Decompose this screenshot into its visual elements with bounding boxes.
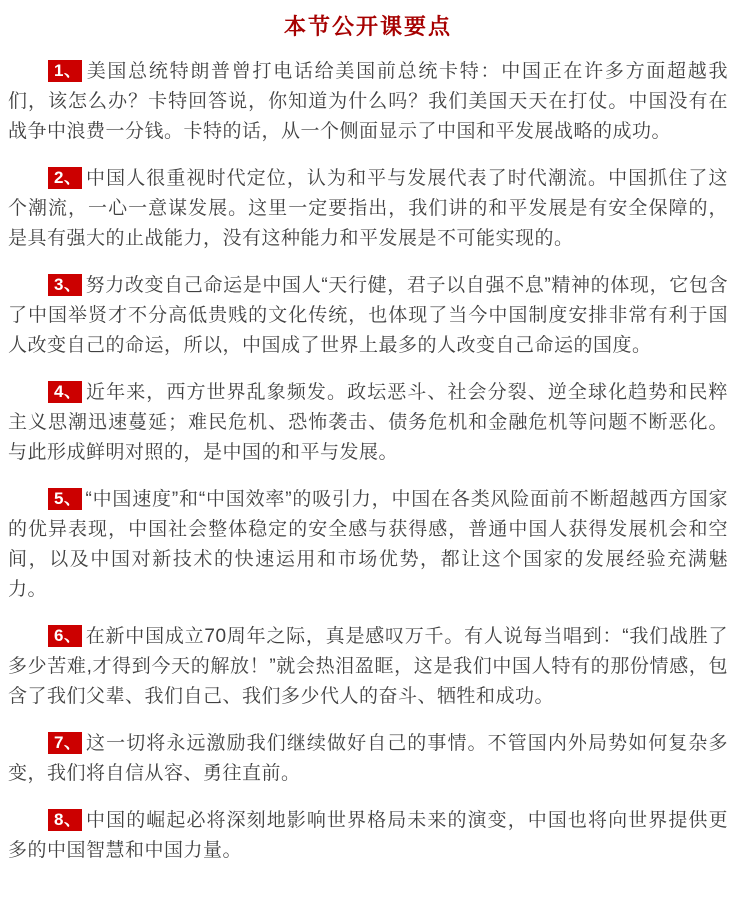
point-text: 中国的崛起必将深刻地影响世界格局未来的演变，中国也将向世界提供更多的中国智慧和中国力量。	[8, 810, 728, 861]
point-text: 美国总统特朗普曾打电话给美国前总统卡特：中国正在许多方面超越我们，该怎么办？卡特回答说，你知道为什么吗？我们美国天天在打仗。中国没有在战争中浪费一分钱。卡特的话，从一个侧面显示了中国和平发展战略的成功。	[8, 61, 728, 142]
point-number-badge: 8、	[48, 809, 82, 831]
point-item	[8, 622, 728, 712]
point-text: 在新中国成立70周年之际，真是感叹万千。有人说每当唱到：“我们战胜了多少苦难,才得到今天的解放！”就会热泪盈眶，这是我们中国人特有的那份情感，包含了我们父辈、我们自己、我们多少代人的奋斗、牺牲和成功。	[8, 626, 728, 707]
page-title: 本节公开课要点	[283, 14, 452, 39]
point-number-badge: 3、	[48, 274, 82, 296]
point-number-badge: 7、	[48, 732, 82, 754]
point-item	[8, 485, 728, 605]
point-item	[8, 57, 728, 147]
point-number-badge: 5、	[48, 488, 82, 510]
point-text: 努力改变自己命运是中国人“天行健，君子以自强不息”精神的体现，它包含了中国举贤才不分高低贵贱的文化传统，也体现了当今中国制度安排非常有利于国人改变自己的命运，所以，中国成了世界上最多的人改变自己命运的国度。	[8, 275, 728, 356]
point-number-badge: 2、	[48, 167, 82, 189]
point-text: “中国速度”和“中国效率”的吸引力，中国在各类风险面前不断超越西方国家的优异表现，中国社会整体稳定的安全感与获得感，普通中国人获得发展机会和空间，以及中国对新技术的快速运用和市场优势，都让这个国家的发展经验充满魅力。	[8, 489, 728, 600]
points-list	[8, 57, 728, 866]
point-number-badge: 4、	[48, 381, 82, 403]
point-text: 这一切将永远激励我们继续做好自己的事情。不管国内外局势如何复杂多变，我们将自信从容、勇往直前。	[8, 733, 728, 784]
point-number-badge: 1、	[48, 60, 82, 82]
point-item	[8, 378, 728, 468]
point-item	[8, 806, 728, 866]
point-item	[8, 164, 728, 254]
point-text: 中国人很重视时代定位，认为和平与发展代表了时代潮流。中国抓住了这个潮流，一心一意谋发展。这里一定要指出，我们讲的和平发展是有安全保障的，是具有强大的止战能力，没有这种能力和平发展是不可能实现的。	[8, 168, 728, 249]
point-text: 近年来，西方世界乱象频发。政坛恶斗、社会分裂、逆全球化趋势和民粹主义思潮迅速蔓延；难民危机、恐怖袭击、债务危机和金融危机等问题不断恶化。与此形成鲜明对照的，是中国的和平与发展。	[8, 382, 728, 463]
point-item	[8, 271, 728, 361]
point-number-badge: 6、	[48, 625, 82, 647]
point-item	[8, 729, 728, 789]
